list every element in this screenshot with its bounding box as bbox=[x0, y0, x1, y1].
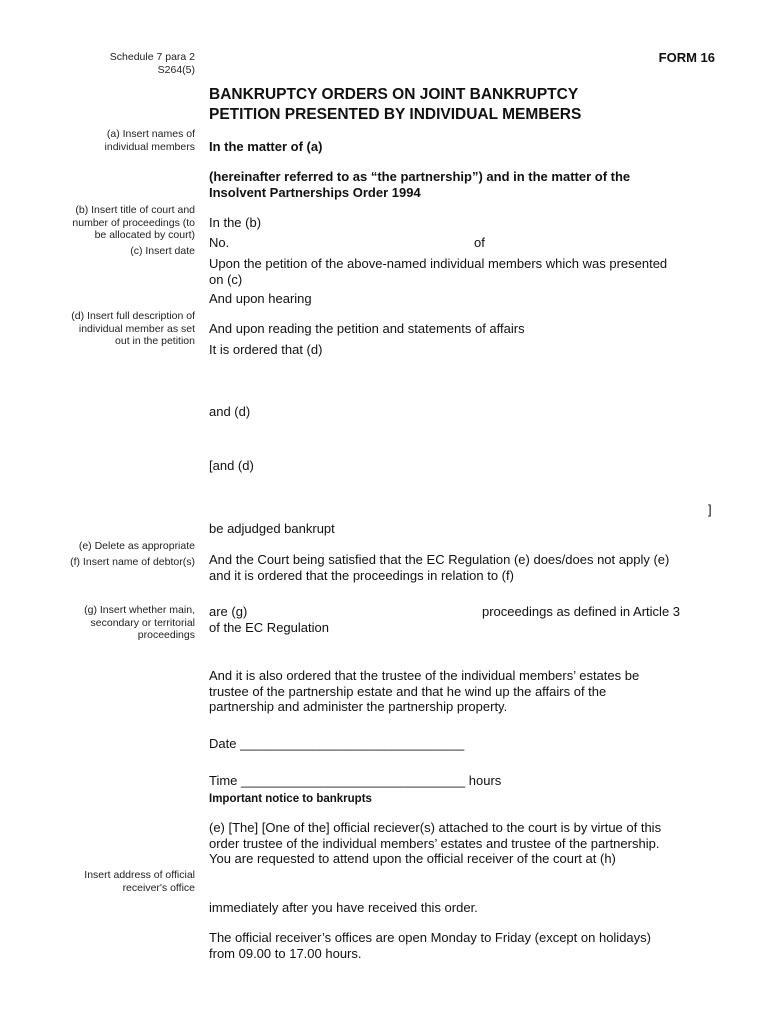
trustee-order bbox=[209, 668, 719, 715]
note-text: (a) Insert names of bbox=[106, 128, 195, 140]
note-text: (d) Insert full description of bbox=[71, 310, 195, 322]
margin-note-f: (f) Insert name of debtor(s) bbox=[70, 556, 195, 568]
page-title bbox=[209, 85, 729, 125]
upon-hearing: And upon hearing bbox=[209, 291, 312, 306]
margin-note-c: (c) Insert date bbox=[130, 245, 195, 257]
title-line-1: BANKRUPTCY ORDERS ON JOINT BANKRUPTCY bbox=[209, 86, 579, 103]
upon-reading: And upon reading the petition and statements of affairs bbox=[209, 321, 525, 336]
petition-line: Upon the petition of the above-named individual members which was presented bbox=[209, 256, 668, 271]
trustee-line: And it is also ordered that the trustee of the individual members’ estates be bbox=[209, 668, 640, 683]
note-text: individual member as set bbox=[78, 322, 195, 335]
court-line: and it is ordered that the proceedings in relation to (f) bbox=[209, 567, 514, 583]
ec-regulation: of the EC Regulation bbox=[209, 620, 329, 635]
proceedings-year: of bbox=[474, 235, 485, 250]
trustee-line: trustee of the partnership estate and that he wind up the affairs of the bbox=[209, 683, 607, 699]
petition-line: on (c) bbox=[209, 271, 243, 287]
section-line: S264(5) bbox=[157, 63, 195, 76]
clause-line: (hereinafter referred to as “the partnership”) and in the matter of the bbox=[209, 169, 631, 184]
notice-paragraph bbox=[209, 820, 719, 867]
office-hours bbox=[209, 930, 719, 961]
note-text: (g) Insert whether main, bbox=[84, 604, 195, 616]
and-d: and (d) bbox=[209, 404, 251, 419]
upon-petition bbox=[209, 256, 719, 287]
margin-note-h bbox=[84, 869, 195, 894]
note-text: receiver's office bbox=[122, 881, 195, 894]
notice-line: order trustee of the individual members’ estates and trustee of the partnership. bbox=[209, 835, 660, 851]
title-line-2: PETITION PRESENTED BY INDIVIDUAL MEMBERS bbox=[209, 106, 582, 123]
note-text: individual members bbox=[104, 140, 195, 153]
notice-line: (e) [The] [One of the] official reciever(s) attached to the court is by virtue of this bbox=[209, 820, 662, 835]
margin-note-g bbox=[84, 604, 195, 642]
trustee-line: partnership and administer the partnership property. bbox=[209, 699, 508, 714]
schedule-reference bbox=[110, 51, 195, 76]
ordered-that: It is ordered that (d) bbox=[209, 342, 323, 357]
note-text: Insert address of official bbox=[84, 869, 195, 881]
time-field: Time _______________________________ hours bbox=[209, 773, 502, 788]
note-text: (b) Insert title of court and bbox=[75, 204, 195, 216]
are-g: are (g) bbox=[209, 604, 248, 619]
clause-line: Insolvent Partnerships Order 1994 bbox=[209, 184, 421, 200]
hours-line: from 09.00 to 17.00 hours. bbox=[209, 945, 362, 961]
margin-note-a bbox=[105, 128, 195, 153]
close-bracket: ] bbox=[708, 502, 712, 517]
adjudged-bankrupt: be adjudged bankrupt bbox=[209, 521, 335, 536]
margin-note-b bbox=[72, 204, 195, 242]
date-field: Date _______________________________ bbox=[209, 736, 465, 751]
note-text: secondary or territorial bbox=[90, 616, 195, 629]
partnership-clause bbox=[209, 169, 719, 200]
note-text: proceedings bbox=[137, 629, 195, 641]
in-the-matter: In the matter of (a) bbox=[209, 139, 323, 154]
court-line: And the Court being satisfied that the EC Regulation (e) does/does not apply (e) bbox=[209, 552, 670, 567]
proceedings-defined: proceedings as defined in Article 3 bbox=[482, 604, 681, 619]
hours-line: The official receiver’s offices are open Monday to Friday (except on holidays) bbox=[209, 930, 651, 945]
court-satisfied bbox=[209, 552, 719, 583]
immediately-after: immediately after you have received this order. bbox=[209, 900, 478, 915]
margin-note-e: (e) Delete as appropriate bbox=[78, 540, 195, 552]
court-title: In the (b) bbox=[209, 215, 262, 230]
note-text: out in the petition bbox=[115, 335, 195, 347]
important-notice-heading: Important notice to bankrupts bbox=[209, 793, 372, 805]
and-d-bracket: [and (d) bbox=[209, 458, 254, 473]
schedule-line: Schedule 7 para 2 bbox=[109, 51, 195, 63]
note-text: number of proceedings (to bbox=[72, 216, 195, 229]
margin-note-d bbox=[71, 310, 195, 348]
proceedings-number: No. bbox=[209, 235, 230, 250]
notice-line: You are requested to attend upon the official receiver of the court at (h) bbox=[209, 851, 616, 866]
form-number: FORM 16 bbox=[658, 50, 715, 65]
note-text: be allocated by court) bbox=[94, 229, 195, 241]
